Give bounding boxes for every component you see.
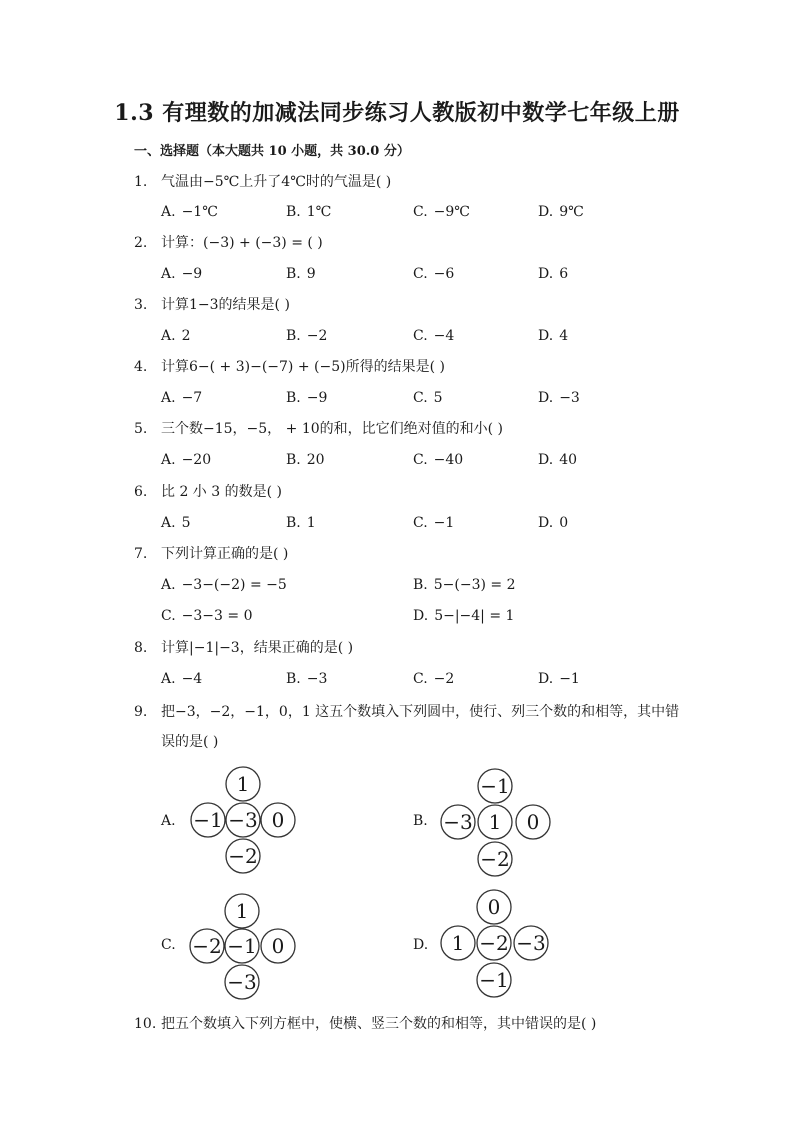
figure-c-diagram bbox=[186, 891, 300, 1003]
question-9 bbox=[134, 702, 679, 722]
option-a: A. 2 bbox=[161, 328, 191, 344]
figure-b-diagram bbox=[437, 766, 553, 878]
question-number: 1. bbox=[134, 174, 148, 190]
question-stem: 比 2 小 3 的数是( ) bbox=[161, 484, 282, 500]
option-b: B. −3 bbox=[286, 671, 328, 687]
option-c: C. −4 bbox=[413, 328, 455, 344]
option-c: C. 5 bbox=[413, 390, 443, 406]
option-a: A. −20 bbox=[161, 452, 212, 468]
question-stem: 计算6−( + 3)−(−7) + (−5)所得的结果是( ) bbox=[161, 359, 445, 375]
question-stem-continued: 误的是( ) bbox=[161, 734, 219, 750]
value-right: 0 bbox=[526, 810, 540, 834]
value-bottom: −3 bbox=[227, 970, 257, 994]
question-1 bbox=[134, 172, 391, 192]
section-heading: 一、选择题（本大题共 10 小题，共 30.0 分） bbox=[134, 144, 410, 159]
option-d: D. −3 bbox=[538, 390, 580, 406]
question-5 bbox=[134, 419, 503, 439]
question-stem: 下列计算正确的是( ) bbox=[161, 546, 289, 562]
figure-d-label: D. bbox=[413, 937, 429, 953]
option-d: D. 6 bbox=[538, 266, 569, 282]
question-stem: 气温由−5℃上升了4℃时的气温是( ) bbox=[161, 174, 392, 190]
figure-b-label: B. bbox=[413, 813, 428, 829]
option-b: B. 5−(−3) = 2 bbox=[413, 577, 516, 593]
option-b: B. −9 bbox=[286, 390, 328, 406]
value-center: −3 bbox=[228, 808, 258, 832]
option-d: D. 4 bbox=[538, 328, 569, 344]
value-center: −2 bbox=[479, 931, 509, 955]
question-number: 3. bbox=[134, 297, 148, 313]
option-d: D. −1 bbox=[538, 671, 580, 687]
option-c: C. −1 bbox=[413, 515, 455, 531]
option-b: B. −2 bbox=[286, 328, 328, 344]
value-bottom: −2 bbox=[480, 847, 510, 871]
question-number: 2. bbox=[134, 235, 148, 251]
value-right: −3 bbox=[516, 931, 546, 955]
value-bottom: −2 bbox=[228, 844, 258, 868]
option-b: B. 20 bbox=[286, 452, 325, 468]
value-right: 0 bbox=[271, 808, 285, 832]
option-a: A. −1℃ bbox=[161, 204, 218, 220]
option-d: D. 9℃ bbox=[538, 204, 584, 220]
figure-d-diagram bbox=[437, 888, 553, 1000]
question-number: 9. bbox=[134, 704, 148, 720]
page-title: 1.3 有理数的加减法同步练习人教版初中数学七年级上册 bbox=[114, 100, 680, 126]
question-stem: 计算：(−3) + (−3) = ( ) bbox=[161, 235, 323, 251]
option-a: A. 5 bbox=[161, 515, 191, 531]
option-d: D. 5−|−4| = 1 bbox=[413, 608, 515, 624]
option-b: B. 1℃ bbox=[286, 204, 332, 220]
option-a: A. −3−(−2) = −5 bbox=[161, 577, 287, 593]
option-a: A. −9 bbox=[161, 266, 203, 282]
option-a: A. −7 bbox=[161, 390, 203, 406]
option-a: A. −4 bbox=[161, 671, 203, 687]
question-6 bbox=[134, 482, 282, 502]
value-center: −1 bbox=[227, 934, 257, 958]
option-d: D. 40 bbox=[538, 452, 578, 468]
value-bottom: −1 bbox=[479, 968, 509, 992]
question-number: 6. bbox=[134, 484, 148, 500]
option-d: D. 0 bbox=[538, 515, 569, 531]
value-left: −2 bbox=[192, 934, 222, 958]
value-top: −1 bbox=[480, 774, 510, 798]
figure-c-label: C. bbox=[161, 937, 176, 953]
value-top: 0 bbox=[487, 895, 501, 919]
value-center: 1 bbox=[488, 810, 502, 834]
option-c: C. −9℃ bbox=[413, 204, 470, 220]
question-stem: 计算1−3的结果是( ) bbox=[161, 297, 290, 313]
question-7 bbox=[134, 544, 288, 564]
option-c: C. −3−3 = 0 bbox=[161, 608, 253, 624]
question-10 bbox=[134, 1014, 596, 1034]
question-number: 5. bbox=[134, 421, 148, 437]
question-number: 7. bbox=[134, 546, 148, 562]
value-top: 1 bbox=[236, 772, 250, 796]
figure-a-label: A. bbox=[161, 813, 176, 829]
question-3 bbox=[134, 295, 290, 315]
question-4 bbox=[134, 357, 445, 377]
question-8 bbox=[134, 638, 353, 658]
option-c: C. −40 bbox=[413, 452, 464, 468]
question-stem: 计算|−1|−3，结果正确的是( ) bbox=[161, 640, 354, 656]
question-number: 8. bbox=[134, 640, 148, 656]
option-b: B. 9 bbox=[286, 266, 316, 282]
question-number: 4. bbox=[134, 359, 148, 375]
question-2 bbox=[134, 233, 323, 253]
option-c: C. −2 bbox=[413, 671, 455, 687]
value-top: 1 bbox=[235, 899, 249, 923]
option-c: C. −6 bbox=[413, 266, 455, 282]
value-left: −3 bbox=[443, 810, 473, 834]
value-left: 1 bbox=[451, 931, 465, 955]
value-left: −1 bbox=[193, 808, 223, 832]
question-stem: 把五个数填入下列方框中，使横、竖三个数的和相等，其中错误的是( ) bbox=[161, 1016, 597, 1032]
figure-a-diagram bbox=[186, 764, 300, 876]
value-right: 0 bbox=[271, 934, 285, 958]
question-stem: 把−3，−2，−1，0，1 这五个数填入下列圆中，使行、列三个数的和相等，其中错 bbox=[161, 704, 680, 720]
question-stem: 三个数−15，−5， + 10的和，比它们绝对值的和小( ) bbox=[161, 421, 504, 437]
question-number: 10. bbox=[134, 1016, 157, 1032]
option-b: B. 1 bbox=[286, 515, 316, 531]
